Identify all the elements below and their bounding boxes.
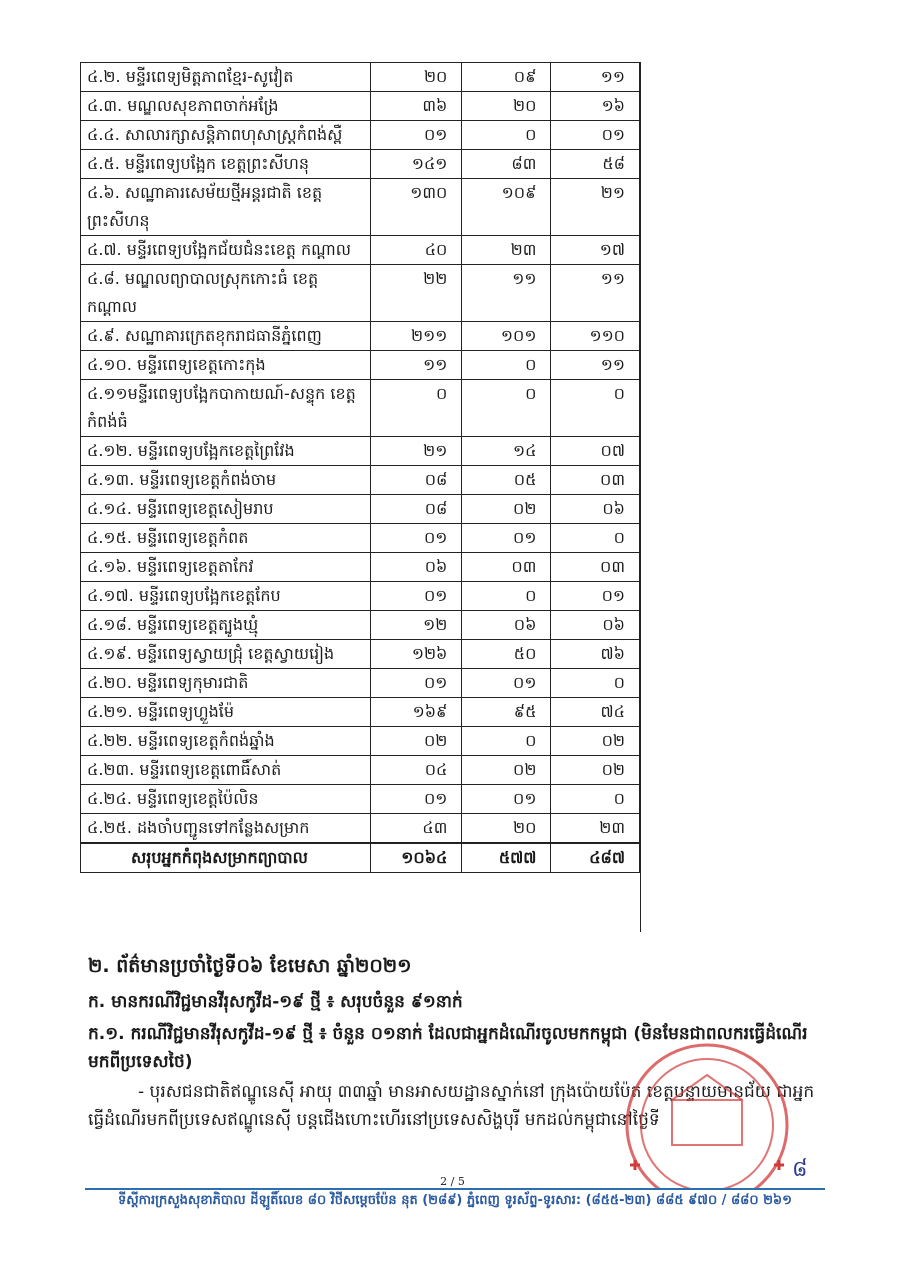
row-col-a: ១៤ <box>462 437 551 466</box>
row-col-b: ២១ <box>551 179 640 236</box>
row-col-b: ០៧ <box>551 437 640 466</box>
row-total: ០១ <box>370 785 461 814</box>
row-col-a: ០១ <box>462 785 551 814</box>
row-name: ៤.១០. មន្ទីរពេទ្យខេត្តកោះកុង <box>81 351 371 380</box>
row-name: ៤.១៣. មន្ទីរពេទ្យខេត្តកំពង់ចាម <box>81 466 371 495</box>
table-row <box>81 669 640 698</box>
row-total: ១២ <box>370 611 461 640</box>
row-col-b: ១១ <box>551 351 640 380</box>
row-col-b: ០១ <box>551 582 640 611</box>
hospital-table <box>80 62 640 873</box>
section-title: ២. ព័ត៌មានប្រចាំថ្ងៃទី០៦ ខែមេសា ឆ្នាំ២០២១ <box>88 955 412 977</box>
row-total: ០២ <box>370 727 461 756</box>
row-total: ០ <box>370 380 461 437</box>
row-total: ០៦ <box>370 553 461 582</box>
row-col-a: ២៣ <box>462 236 551 265</box>
row-col-a: ១០៩ <box>462 179 551 236</box>
row-col-b: ៧៤ <box>551 698 640 727</box>
row-col-b: ០៣ <box>551 466 640 495</box>
row-col-a: ០៩ <box>462 63 551 92</box>
row-col-b: ០៦ <box>551 495 640 524</box>
table-row <box>81 756 640 785</box>
table-row <box>81 380 640 437</box>
row-total: ១២៦ <box>370 640 461 669</box>
row-col-b: ០ <box>551 785 640 814</box>
row-name: ៤.១៥. មន្ទីរពេទ្យខេត្តកំពត <box>81 524 371 553</box>
row-col-b: ១១ <box>551 63 640 92</box>
table-row <box>81 611 640 640</box>
section-a: ក. មានករណីវិជ្ជមានវីរុសកូវីដ-១៩ ថ្មី ៖ សរុបចំនួន ៩១នាក់ <box>88 992 463 1012</box>
signature: ៨ <box>792 1157 808 1182</box>
row-col-a: ០ <box>462 351 551 380</box>
row-col-b: ២៣ <box>551 814 640 844</box>
table-row <box>81 495 640 524</box>
table-row <box>81 150 640 179</box>
row-name: ៤.១២. មន្ទីរពេទ្យបង្អែកខេត្តព្រៃវែង <box>81 437 371 466</box>
row-name: សរុបអ្នកកំពុងសម្រាកព្យាបាល <box>81 843 371 873</box>
row-col-b: ០៦ <box>551 611 640 640</box>
row-col-a: ៥៧៧ <box>462 843 551 873</box>
row-col-a: ០ <box>462 727 551 756</box>
row-col-a: ០ <box>462 121 551 150</box>
row-name: ៤.២០. មន្ទីរពេទ្យកុមារជាតិ <box>81 669 371 698</box>
table-row <box>81 698 640 727</box>
row-col-b: ១១០ <box>551 322 640 351</box>
row-total: ២១១ <box>370 322 461 351</box>
table-row <box>81 265 640 322</box>
page-number: 2 / 5 <box>440 1175 465 1188</box>
row-col-b: ១១ <box>551 265 640 322</box>
row-name: ៤.៧. មន្ទីរពេទ្យបង្អែកជ័យជំនះខេត្ត កណ្ដាល <box>81 236 371 265</box>
row-total: ២១ <box>370 437 461 466</box>
table-row <box>81 785 640 814</box>
row-col-a: ១០១ <box>462 322 551 351</box>
row-total: ០១ <box>370 582 461 611</box>
row-col-a: ១១ <box>462 265 551 322</box>
table-right-border <box>640 62 641 932</box>
row-col-b: ០៣ <box>551 553 640 582</box>
row-col-b: ៥៨ <box>551 150 640 179</box>
table-row <box>81 351 640 380</box>
row-total: ៤៣ <box>370 814 461 844</box>
row-name: ៤.៣. មណ្ឌលសុខភាពចាក់អង្រែ <box>81 92 371 121</box>
row-name: ៤.១៧. មន្ទីរពេទ្យបង្អែកខេត្តកែប <box>81 582 371 611</box>
table-row <box>81 92 640 121</box>
table-total-row <box>81 843 640 873</box>
table-row <box>81 63 640 92</box>
row-col-a: ៥០ <box>462 640 551 669</box>
row-total: ៤០ <box>370 236 461 265</box>
row-total: ២០ <box>370 63 461 92</box>
row-col-a: ២០ <box>462 92 551 121</box>
row-col-b: ០ <box>551 669 640 698</box>
row-col-a: ០១ <box>462 669 551 698</box>
row-total: ២២ <box>370 265 461 322</box>
row-col-a: ០១ <box>462 524 551 553</box>
row-total: ០១ <box>370 669 461 698</box>
row-col-a: ០២ <box>462 495 551 524</box>
footer-address: ទីស្ដីការក្រសួងសុខាភិបាល ដីឡូតិ៍លេខ ៨០ វិថីសម្ដេចប៉ែន នុត (២៨៩) ភ្នំពេញ ទូរស័ព្ទ-ទូរសារ: (៨៥៥-២៣) ៨៨៥ ៩៧០ / ៨៨០ ២៦១ <box>118 1193 792 1208</box>
row-name: ៤.៩. សណ្ឋាគារក្រេតខុករាជធានីភ្នំពេញ <box>81 322 371 351</box>
table-row <box>81 814 640 844</box>
table-row <box>81 322 640 351</box>
row-col-b: ០២ <box>551 727 640 756</box>
table-row <box>81 121 640 150</box>
row-name: ៤.៨. មណ្ឌលព្យាបាលស្រុកកោះធំ ខេត្តកណ្ដាល <box>81 265 371 322</box>
row-total: ៣៦ <box>370 92 461 121</box>
official-seal-icon <box>612 1030 802 1190</box>
row-col-b: ០ <box>551 524 640 553</box>
section-a1: ក.១. ករណីវិជ្ជមានវីរុសកូវីដ-១៩ ថ្មី ៖ ចំនួន ០១នាក់ ដែលជាអ្នកដំណើរចូលមកកម្ពុជា (មិនមែនជាពលករធ្វើដំណើរមកពីប្រទេសថៃ) <box>88 1024 808 1072</box>
row-total: ០៨ <box>370 495 461 524</box>
row-col-a: ៩៥ <box>462 698 551 727</box>
row-name: ៤.១៨. មន្ទីរពេទ្យខេត្តត្បូងឃ្មុំ <box>81 611 371 640</box>
row-total: ០៨ <box>370 466 461 495</box>
table-row <box>81 466 640 495</box>
footer-divider <box>85 1188 825 1190</box>
row-total: ០៤ <box>370 756 461 785</box>
row-col-a: ០៥ <box>462 466 551 495</box>
row-name: ៤.១៦. មន្ទីរពេទ្យខេត្តតាកែវ <box>81 553 371 582</box>
row-name: ៤.៥. មន្ទីរពេទ្យបង្អែក ខេត្តព្រះសីហនុ <box>81 150 371 179</box>
row-col-b: ៧៦ <box>551 640 640 669</box>
row-total: ១៦៩ <box>370 698 461 727</box>
table-row <box>81 553 640 582</box>
row-name: ៤.២៣. មន្ទីរពេទ្យខេត្តពោធិ៍សាត់ <box>81 756 371 785</box>
row-total: ០១ <box>370 121 461 150</box>
table-row <box>81 437 640 466</box>
row-col-b: ០២ <box>551 756 640 785</box>
row-col-a: ០៦ <box>462 611 551 640</box>
row-name: ៤.២២. មន្ទីរពេទ្យខេត្តកំពង់ឆ្នាំង <box>81 727 371 756</box>
row-total: ១០៦៤ <box>370 843 461 873</box>
row-name: ៤.១៤. មន្ទីរពេទ្យខេត្តសៀមរាប <box>81 495 371 524</box>
row-name: ៤.៤. សាលារក្សាសន្តិភាពហុសាស្ត្រកំពង់ស្ពឺ <box>81 121 371 150</box>
row-total: ០១ <box>370 524 461 553</box>
row-total: ១៣០ <box>370 179 461 236</box>
row-col-b: ០១ <box>551 121 640 150</box>
row-name: ៤.៦. សណ្ឋាគារសេម័យថ្មីអន្តរជាតិ ខេត្តព្រះសីហនុ <box>81 179 371 236</box>
row-col-a: ០៣ <box>462 553 551 582</box>
row-col-a: ០ <box>462 380 551 437</box>
row-total: ១៤១ <box>370 150 461 179</box>
row-col-b: ៤៨៧ <box>551 843 640 873</box>
section-paragraph: - បុរសជនជាតិឥណ្ឌូនេស៊ី អាយុ ៣៣ឆ្នាំ មានអាសយដ្ឋានស្នាក់នៅ ក្រុងប៉ោយប៉ែត ខេត្តបន្ទាយមានជ័យ ជាអ្នកធ្វើដំណើរមកពីប្រទេសឥណ្ឌូនេស៊ី បន្តជើងហោះហើរនៅប្រទេសសិង្ហបុរី មកដល់កម្ពុជានៅថ្ងៃទី <box>88 1082 815 1130</box>
table-row <box>81 582 640 611</box>
row-col-a: ៨៣ <box>462 150 551 179</box>
row-name: ៤.២. មន្ទីរពេទ្យមិត្តភាពខ្មែរ-សូវៀត <box>81 63 371 92</box>
table-row <box>81 640 640 669</box>
table-row <box>81 179 640 236</box>
row-col-a: ០២ <box>462 756 551 785</box>
row-col-b: ១៧ <box>551 236 640 265</box>
row-col-a: ២០ <box>462 814 551 844</box>
row-total: ១១ <box>370 351 461 380</box>
row-name: ៤.២១. មន្ទីរពេទ្យហ្លួងម៉ែ <box>81 698 371 727</box>
table-row <box>81 727 640 756</box>
row-name: ៤.១៩. មន្ទីរពេទ្យស្វាយជ្រុំ ខេត្តស្វាយរៀង <box>81 640 371 669</box>
row-name: ៤.២៤. មន្ទីរពេទ្យខេត្តប៉ៃលិន <box>81 785 371 814</box>
row-col-b: ១៦ <box>551 92 640 121</box>
table-row <box>81 236 640 265</box>
table-row <box>81 524 640 553</box>
row-col-a: ០ <box>462 582 551 611</box>
row-name: ៤.២៥. ដងចាំបញ្ជូនទៅកន្លែងសម្រាក <box>81 814 371 844</box>
row-name: ៤.១១មន្ទីរពេទ្យបង្អែកបាកាយណ៍-សន្ទុក ខេត្តកំពង់ធំ <box>81 380 371 437</box>
row-col-b: ០ <box>551 380 640 437</box>
